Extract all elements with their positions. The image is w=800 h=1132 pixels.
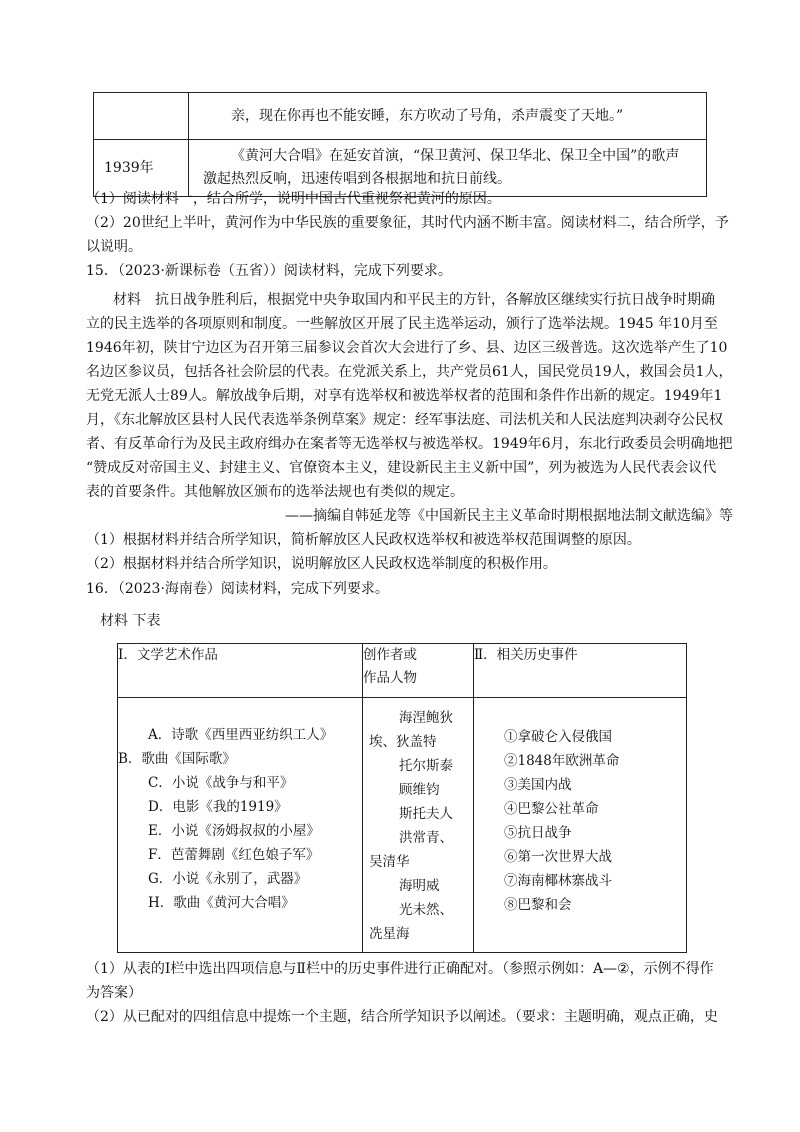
col2-header-line: 创作者或 (363, 647, 417, 663)
work-item: C．小说《战争与和平》 (148, 775, 294, 791)
work-item: H．歌曲《黄河大合唱》 (148, 895, 295, 911)
event-item: ③美国内战 (504, 777, 572, 793)
year-cell: 1939年 (94, 140, 189, 197)
q16-table (117, 643, 687, 953)
event-item: ④巴黎公社革命 (504, 801, 599, 817)
event-item: ⑥第一次世界大战 (504, 849, 612, 865)
works-cell (118, 698, 363, 953)
event-item: ⑧巴黎和会 (504, 897, 572, 913)
q15-material-line: 表的首要条件。其他解放区颁布的选举法规也有类似的规定。 (86, 484, 464, 500)
work-item: F．芭蕾舞剧《红色娘子军》 (148, 847, 320, 863)
q16-sub1-line1: （1）从表的Ⅰ栏中选出四项信息与Ⅱ栏中的历史事件进行正确配对。（参照示例如：A—②，示例不得作 (86, 961, 714, 977)
creator-line: 顾维钧 (399, 782, 440, 798)
creators-cell (363, 698, 474, 953)
q16-sub1-line2: 为答案） (86, 985, 142, 1001)
q16-sub2: （2）从已配对的四组信息中提炼一个主题，结合所学知识予以阐述。（要求：主题明确，观点正确，史 (86, 1009, 718, 1025)
text-line: 亲，现在你再也不能安睡，东方吹动了号角，杀声震变了天地。” (231, 107, 624, 124)
creator-line: 埃、狄盖特 (369, 734, 437, 750)
work-item: B．歌曲《国际歌》 (118, 751, 236, 767)
q15-sub1: （1）根据材料并结合所学知识，简析解放区人民政权选举权和被选举权范围调整的原因。 (86, 532, 641, 548)
creator-line: 冼星海 (369, 926, 410, 942)
q15-source: ——摘编自韩延龙等《中国新民主主义革命时期根据地法制文献选编》等 (285, 508, 733, 524)
table-row (94, 93, 707, 140)
text-line: 《黄河大合唱》在延安首演，“保卫黄河、保卫华北、保卫全中国”的歌声 (231, 148, 680, 164)
col1-header: Ⅰ．文学艺术作品 (118, 644, 363, 698)
event-item: ①拿破仑入侵俄国 (504, 729, 612, 745)
creator-line: 光未然、 (399, 902, 453, 918)
creator-line: 斯托夫人 (399, 806, 453, 822)
q15-header: 15．（2023·新课标卷（五省））阅读材料，完成下列要求。 (86, 263, 452, 279)
work-item: A．诗歌《西里西亚纺织工人》 (148, 727, 334, 743)
material-table-top (93, 92, 707, 197)
table-row (118, 698, 687, 953)
creator-line: 海涅鲍狄 (399, 710, 453, 726)
table-header-row (118, 644, 687, 698)
col3-header: Ⅱ．相关历史事件 (474, 644, 687, 698)
q16-header: 16．（2023·海南卷）阅读材料，完成下列要求。 (86, 581, 389, 597)
q14-sub2-line1: （2）20世纪上半叶，黄河作为中华民族的重要象征，其时代内涵不断丰富。阅读材料二，结合所学，予 (86, 215, 729, 231)
events-cell (474, 698, 687, 953)
q15-material-line: 者、有反革命行为及民主政府缉办在案者等无选举权与被选举权。1949年6月，东北行政委员会明确地把 (86, 436, 733, 452)
creator-line: 托尔斯泰 (399, 758, 453, 774)
text-cell (189, 93, 707, 140)
work-item: E．小说《汤姆叔叔的小屋》 (148, 823, 320, 839)
q15-material-line: 立的民主选举的各项原则和制度。一些解放区开展了民主选举运动，颁行了选举法规。1945 年10月至 (86, 316, 718, 332)
creator-line: 洪常青、 (399, 830, 453, 846)
q15-sub2: （2）根据材料并结合所学知识，说明解放区人民政权选举制度的积极作用。 (86, 556, 557, 572)
q14-sub1: （1）阅读材料一，结合所学，说明中国古代重视祭祀黄河的原因。 (86, 191, 501, 207)
q15-material-line: 月，《东北解放区县村人民代表选举条例草案》规定：经军事法庭、司法机关和人民法庭判决剥夺公民权 (86, 412, 723, 428)
event-item: ⑤抗日战争 (504, 825, 572, 841)
event-item: ②1848年欧洲革命 (504, 753, 620, 769)
work-item: G．小说《永别了，武器》 (148, 871, 308, 887)
q15-material-line: 无党无派人士89人。解放战争后期，对享有选举权和被选举权者的范围和条件作出新的规定。1949年1 (86, 388, 723, 404)
creator-line: 吴清华 (369, 854, 410, 870)
work-item: D．电影《我的1919》 (148, 799, 288, 815)
creator-line: 海明威 (399, 878, 440, 894)
q14-sub2-line2: 以说明。 (86, 239, 142, 255)
year-cell (94, 93, 189, 140)
text-line: 激起热烈反响，迅速传唱到各根据地和抗日前线。 (203, 171, 511, 187)
q16-material-label: 材料 下表 (100, 613, 161, 629)
q15-material-line: “赞成反对帝国主义、封建主义、官僚资本主义，建设新民主主义新中国”，列为被选为人民代表会议代 (86, 460, 717, 476)
q15-material-line: 材料 抗日战争胜利后，根据党中央争取国内和平民主的方针，各解放区继续实行抗日战争时期确 (113, 292, 715, 308)
col2-header (363, 644, 474, 698)
event-item: ⑦海南椰林寨战斗 (504, 873, 612, 889)
q15-material-line: 1946年初，陕甘宁边区为召开第三届参议会首次大会进行了乡、县、边区三级普选。这次选举产生了10 (86, 340, 728, 356)
q15-material-line: 名边区参议员，包括各社会阶层的代表。在党派关系上，共产党员61人，国民党员19人，救国会员1人， (86, 364, 733, 380)
col2-header-line: 作品人物 (363, 670, 417, 686)
